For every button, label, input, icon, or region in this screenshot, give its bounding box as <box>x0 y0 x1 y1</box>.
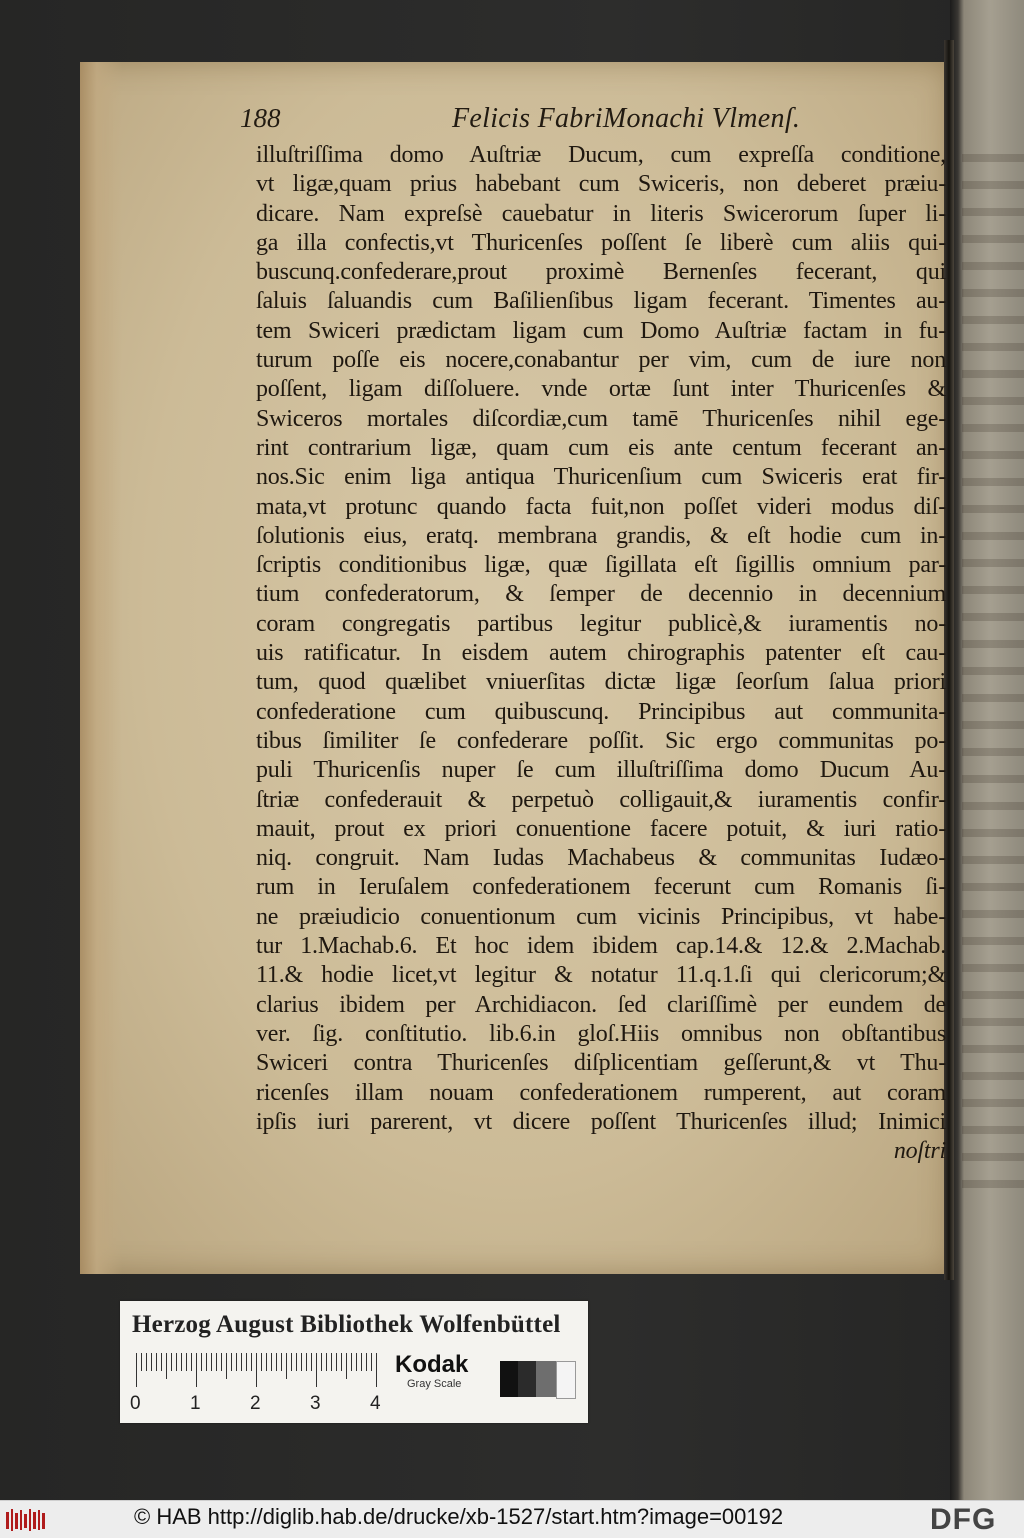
text-line: uis ratificatur. In eisdem autem chirographis patenter eſt cau- <box>256 640 946 667</box>
bleed-through-text <box>962 140 1024 1200</box>
text-line: tibus ſimiliter ſe confederare poſſit. Sic ergo communitas po- <box>256 727 946 754</box>
ruler-tick <box>296 1353 297 1371</box>
text-line: tum, quod quælibet vniuerſitas dictæ ligæ ſeorſum ſalua priori <box>256 669 946 696</box>
scale-numbers <box>130 1393 390 1417</box>
text-line: puli Thuricenſis nuper ſe cum illuſtriſſima domo Ducum Au- <box>256 757 946 784</box>
ruler-tick <box>216 1353 217 1371</box>
scale-number: 1 <box>190 1393 201 1414</box>
ruler-tick <box>316 1353 317 1387</box>
text-line: tur 1.Machab.6. Et hoc idem ibidem cap.14.& 12.& 2.Machab. <box>256 933 946 960</box>
ruler-tick <box>201 1353 202 1371</box>
text-line: ver. ſig. conſtitutio. lib.6.in gloſ.Hiis omnibus non obſtantibus <box>256 1020 946 1047</box>
adjacent-page-edge <box>950 0 1024 1500</box>
ruler-tick <box>206 1353 207 1371</box>
ruler-tick <box>251 1353 252 1371</box>
ruler-tick <box>356 1353 357 1371</box>
text-line: ſcriptis conditionibus ligæ, quæ ſigillata eſt ſigillis omnium par- <box>256 552 946 579</box>
ruler-tick <box>156 1353 157 1371</box>
scale-number: 3 <box>310 1393 321 1414</box>
ruler-tick <box>181 1353 182 1371</box>
scale-number: 4 <box>370 1393 381 1414</box>
ruler-tick <box>196 1353 197 1387</box>
ruler-tick <box>266 1353 267 1371</box>
ruler-tick <box>311 1353 312 1371</box>
ruler-tick <box>376 1353 377 1387</box>
ruler-tick <box>371 1353 372 1371</box>
text-line: ſtriæ confederauit & perpetuò colligauit,& iuramentis confir- <box>256 786 946 813</box>
gray-swatch-black <box>500 1361 518 1397</box>
ruler-tick <box>256 1353 257 1387</box>
text-line: turum poſſe eis nocere,conabantur per vim, cum de iure non <box>256 347 946 374</box>
calibration-card-title: Herzog August Bibliothek Wolfenbüttel <box>132 1311 561 1338</box>
ruler-tick <box>136 1353 137 1387</box>
text-line: vt ligæ,quam prius habebant cum Swiceris, non deberet præiu- <box>256 171 946 198</box>
ruler-tick <box>171 1353 172 1371</box>
text-line: dicare. Nam expreſsè cauebatur in literis Swicerorum ſuper li- <box>256 200 946 227</box>
text-line: rum in Ieruſalem confederationem fecerunt cum Romanis ſi- <box>256 874 946 901</box>
ruler-tick <box>241 1353 242 1371</box>
ruler-tick <box>226 1353 227 1379</box>
gray-swatch-mid <box>536 1361 556 1397</box>
text-line: Swiceros mortales diſcordiæ,cum tamē Thuricenſes nihil ege- <box>256 405 946 432</box>
ruler-tick <box>151 1353 152 1371</box>
page-header <box>240 103 940 143</box>
ruler-tick <box>331 1353 332 1371</box>
text-line: clarius ibidem per Archidiacon. ſed clariſſimè per eundem de <box>256 991 946 1018</box>
ruler-tick <box>221 1353 222 1371</box>
body-text <box>256 141 946 1166</box>
text-line: niq. congruit. Nam Iudas Machabeus & communitas Iudæo- <box>256 845 946 872</box>
ruler-tick <box>186 1353 187 1371</box>
text-line: ipſis iuri parerent, vt dicere poſſent Thuricenſes illud; Inimici <box>256 1108 946 1135</box>
ruler-tick <box>231 1353 232 1371</box>
text-line: illuſtriſſima domo Auſtriæ Ducum, cum expreſſa conditione, <box>256 142 946 168</box>
text-line: ga illa confectis,vt Thuricenſes poſſent ſe liberè cum aliis qui- <box>256 229 946 256</box>
text-line: tium confederatorum, & ſemper de decennio in decennium <box>256 581 946 608</box>
ruler-tick <box>341 1353 342 1371</box>
dfg-logo: DFG <box>930 1503 997 1536</box>
ruler-tick <box>301 1353 302 1371</box>
text-line: buscunq.confederare,prout proximè Bernenſes fecerant, qui <box>256 259 946 286</box>
text-line: ricenſes illam nouam confederationem rumperent, aut coram <box>256 1079 946 1106</box>
scale-number: 2 <box>250 1393 261 1414</box>
footer-bar <box>0 1500 1024 1538</box>
ruler-tick <box>346 1353 347 1379</box>
footer-url-text[interactable]: © HAB http://diglib.hab.de/drucke/xb-1527/start.htm?image=00192 <box>134 1504 784 1529</box>
text-line: mauit, prout ex priori conuentione facere potuit, & iuri ratio- <box>256 815 946 842</box>
text-line: poſſent, ligam diſſoluere. vnde ortæ ſunt inter Thuricenſes & <box>256 376 946 403</box>
ruler-tick <box>271 1353 272 1371</box>
catchword: noſtri <box>893 1138 946 1165</box>
ruler-tick <box>261 1353 262 1371</box>
ruler-tick <box>211 1353 212 1371</box>
ruler-tick <box>276 1353 277 1371</box>
text-line: confederatione cum quibuscunq. Principibus aut communita- <box>256 698 946 725</box>
ruler-tick <box>361 1353 362 1371</box>
gray-swatch-white <box>556 1361 576 1399</box>
kodak-brand: Kodak <box>395 1351 469 1378</box>
text-line: coram congregatis partibus legitur publicè,& iuramentis no- <box>256 610 946 637</box>
scale-ruler <box>136 1353 376 1387</box>
ruler-tick <box>161 1353 162 1371</box>
ruler-tick <box>326 1353 327 1371</box>
ruler-tick <box>281 1353 282 1371</box>
text-line: rint contrarium ligæ, quam cum eis ante centum fecerant an- <box>256 434 946 461</box>
page-edge-shadow <box>80 62 122 1274</box>
ruler-tick <box>176 1353 177 1371</box>
text-line: tem Swiceri prædictam ligam cum Domo Auſtriæ factam in fu- <box>256 317 946 344</box>
hab-barcode-logo-icon <box>6 1509 46 1531</box>
ruler-tick <box>306 1353 307 1371</box>
ruler-tick <box>321 1353 322 1371</box>
text-line: nos.Sic enim liga antiqua Thuricenſium cum Swiceris erat fir- <box>256 464 946 491</box>
page-number: 188 <box>240 103 281 133</box>
ruler-tick <box>146 1353 147 1371</box>
scale-number: 0 <box>130 1393 141 1414</box>
text-line: ſolutionis eius, eratq. membrana grandis, & eſt hodie cum in- <box>256 522 946 549</box>
text-line: Swiceri contra Thuricenſes diſplicentiam geſſerunt,& vt Thu- <box>256 1050 946 1077</box>
ruler-tick <box>336 1353 337 1371</box>
ruler-tick <box>366 1353 367 1371</box>
ruler-tick <box>286 1353 287 1379</box>
text-line: ne præiudicio conuentionum cum vicinis Principibus, vt habe- <box>256 903 946 930</box>
ruler-tick <box>166 1353 167 1379</box>
text-line: 11.& hodie licet,vt legitur & notatur 11.q.1.ſi qui clericorum;& <box>256 962 946 989</box>
ruler-tick <box>141 1353 142 1371</box>
gray-scale-label: Gray Scale <box>407 1378 462 1390</box>
ruler-tick <box>246 1353 247 1371</box>
text-line: mata,vt protunc quando facta fuit,non poſſet videri modus diſ- <box>256 493 946 520</box>
ruler-tick <box>291 1353 292 1371</box>
ruler-tick <box>351 1353 352 1371</box>
running-head: Felicis FabriMonachi Vlmenſ. <box>452 103 801 134</box>
ruler-tick <box>191 1353 192 1371</box>
text-line: ſaluis ſaluandis cum Baſilienſibus ligam fecerant. Timentes au- <box>256 288 946 315</box>
calibration-card <box>120 1301 588 1423</box>
gray-swatch-dark <box>518 1361 536 1397</box>
ruler-tick <box>236 1353 237 1371</box>
